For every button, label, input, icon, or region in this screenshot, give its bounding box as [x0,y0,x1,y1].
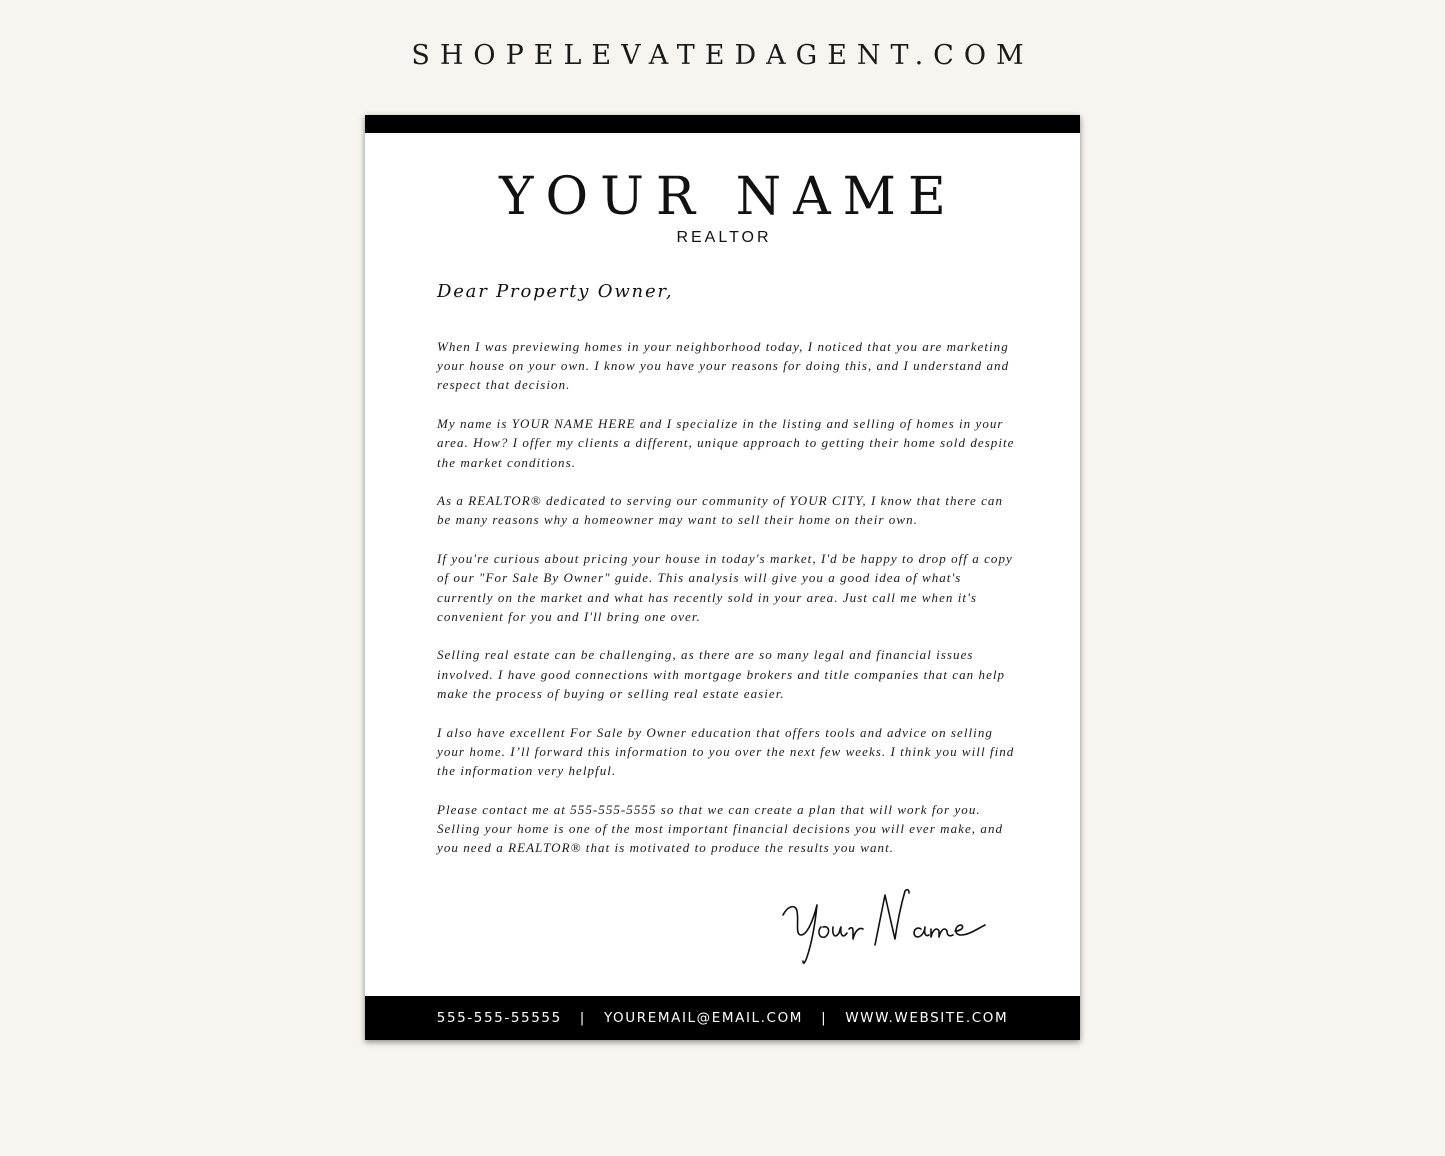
agent-title: REALTOR [676,229,772,246]
footer-separator: | [821,1010,828,1026]
footer-website: WWW.WEBSITE.COM [845,1010,1009,1026]
paragraph: If you're curious about pricing your house in today's market, I'd be happy to drop off a copy of our "For Sale By Owner" guide. This analysis will give you a good idea of what's currently on the market and what has recently sold in your area. Just call me when it's convenient for you and I'll bring one over. [437,551,1013,624]
greeting: Dear Property Owner, [437,281,674,302]
contact-footer [365,996,1080,1040]
paragraph: I also have excellent For Sale by Owner education that offers tools and advice on selling your home. I’ll forward this information to you over the next few weeks. I think you will find the information very helpful. [437,724,1015,778]
signature [777,885,997,975]
paragraph: As a REALTOR® dedicated to serving our community of YOUR CITY, I know that there can be many reasons why a homeowner may want to sell their home on their own. [437,493,1004,528]
paragraph: Selling real estate can be challenging, as there are so many legal and financial issues involved. I have good connections with mortgage brokers and title companies that can help make the process of buying or selling real estate easier. [437,647,1006,701]
footer-email: YOUREMAIL@EMAIL.COM [603,1010,804,1026]
paragraph: My name is YOUR NAME HERE and I specialize in the listing and selling of homes in your area. How? I offer my clients a different, unique approach to getting their home sold despite the market conditions. [437,416,1015,470]
site-url: SHOPELEVATEDAGENT.COM [411,40,1034,71]
top-bar [365,115,1080,133]
letter-sheet [365,115,1080,1040]
footer-separator: | [579,1010,586,1026]
footer-phone: 555-555-55555 [436,1010,562,1026]
agent-name: YOUR NAME [499,167,958,227]
paragraph: When I was previewing homes in your neighborhood today, I noticed that you are marketing your house on your own. I know you have your reasons for doing this, and I understand and respect that decision. [437,339,1010,393]
letterhead [365,167,1080,247]
letter-body [437,337,1017,877]
paragraph: Please contact me at 555-555-5555 so that we can create a plan that will work for you. Selling your home is one of the most important financial decisions you will ever make, and you need a REALTOR® that is motivated to produce the results you want. [437,801,1004,856]
